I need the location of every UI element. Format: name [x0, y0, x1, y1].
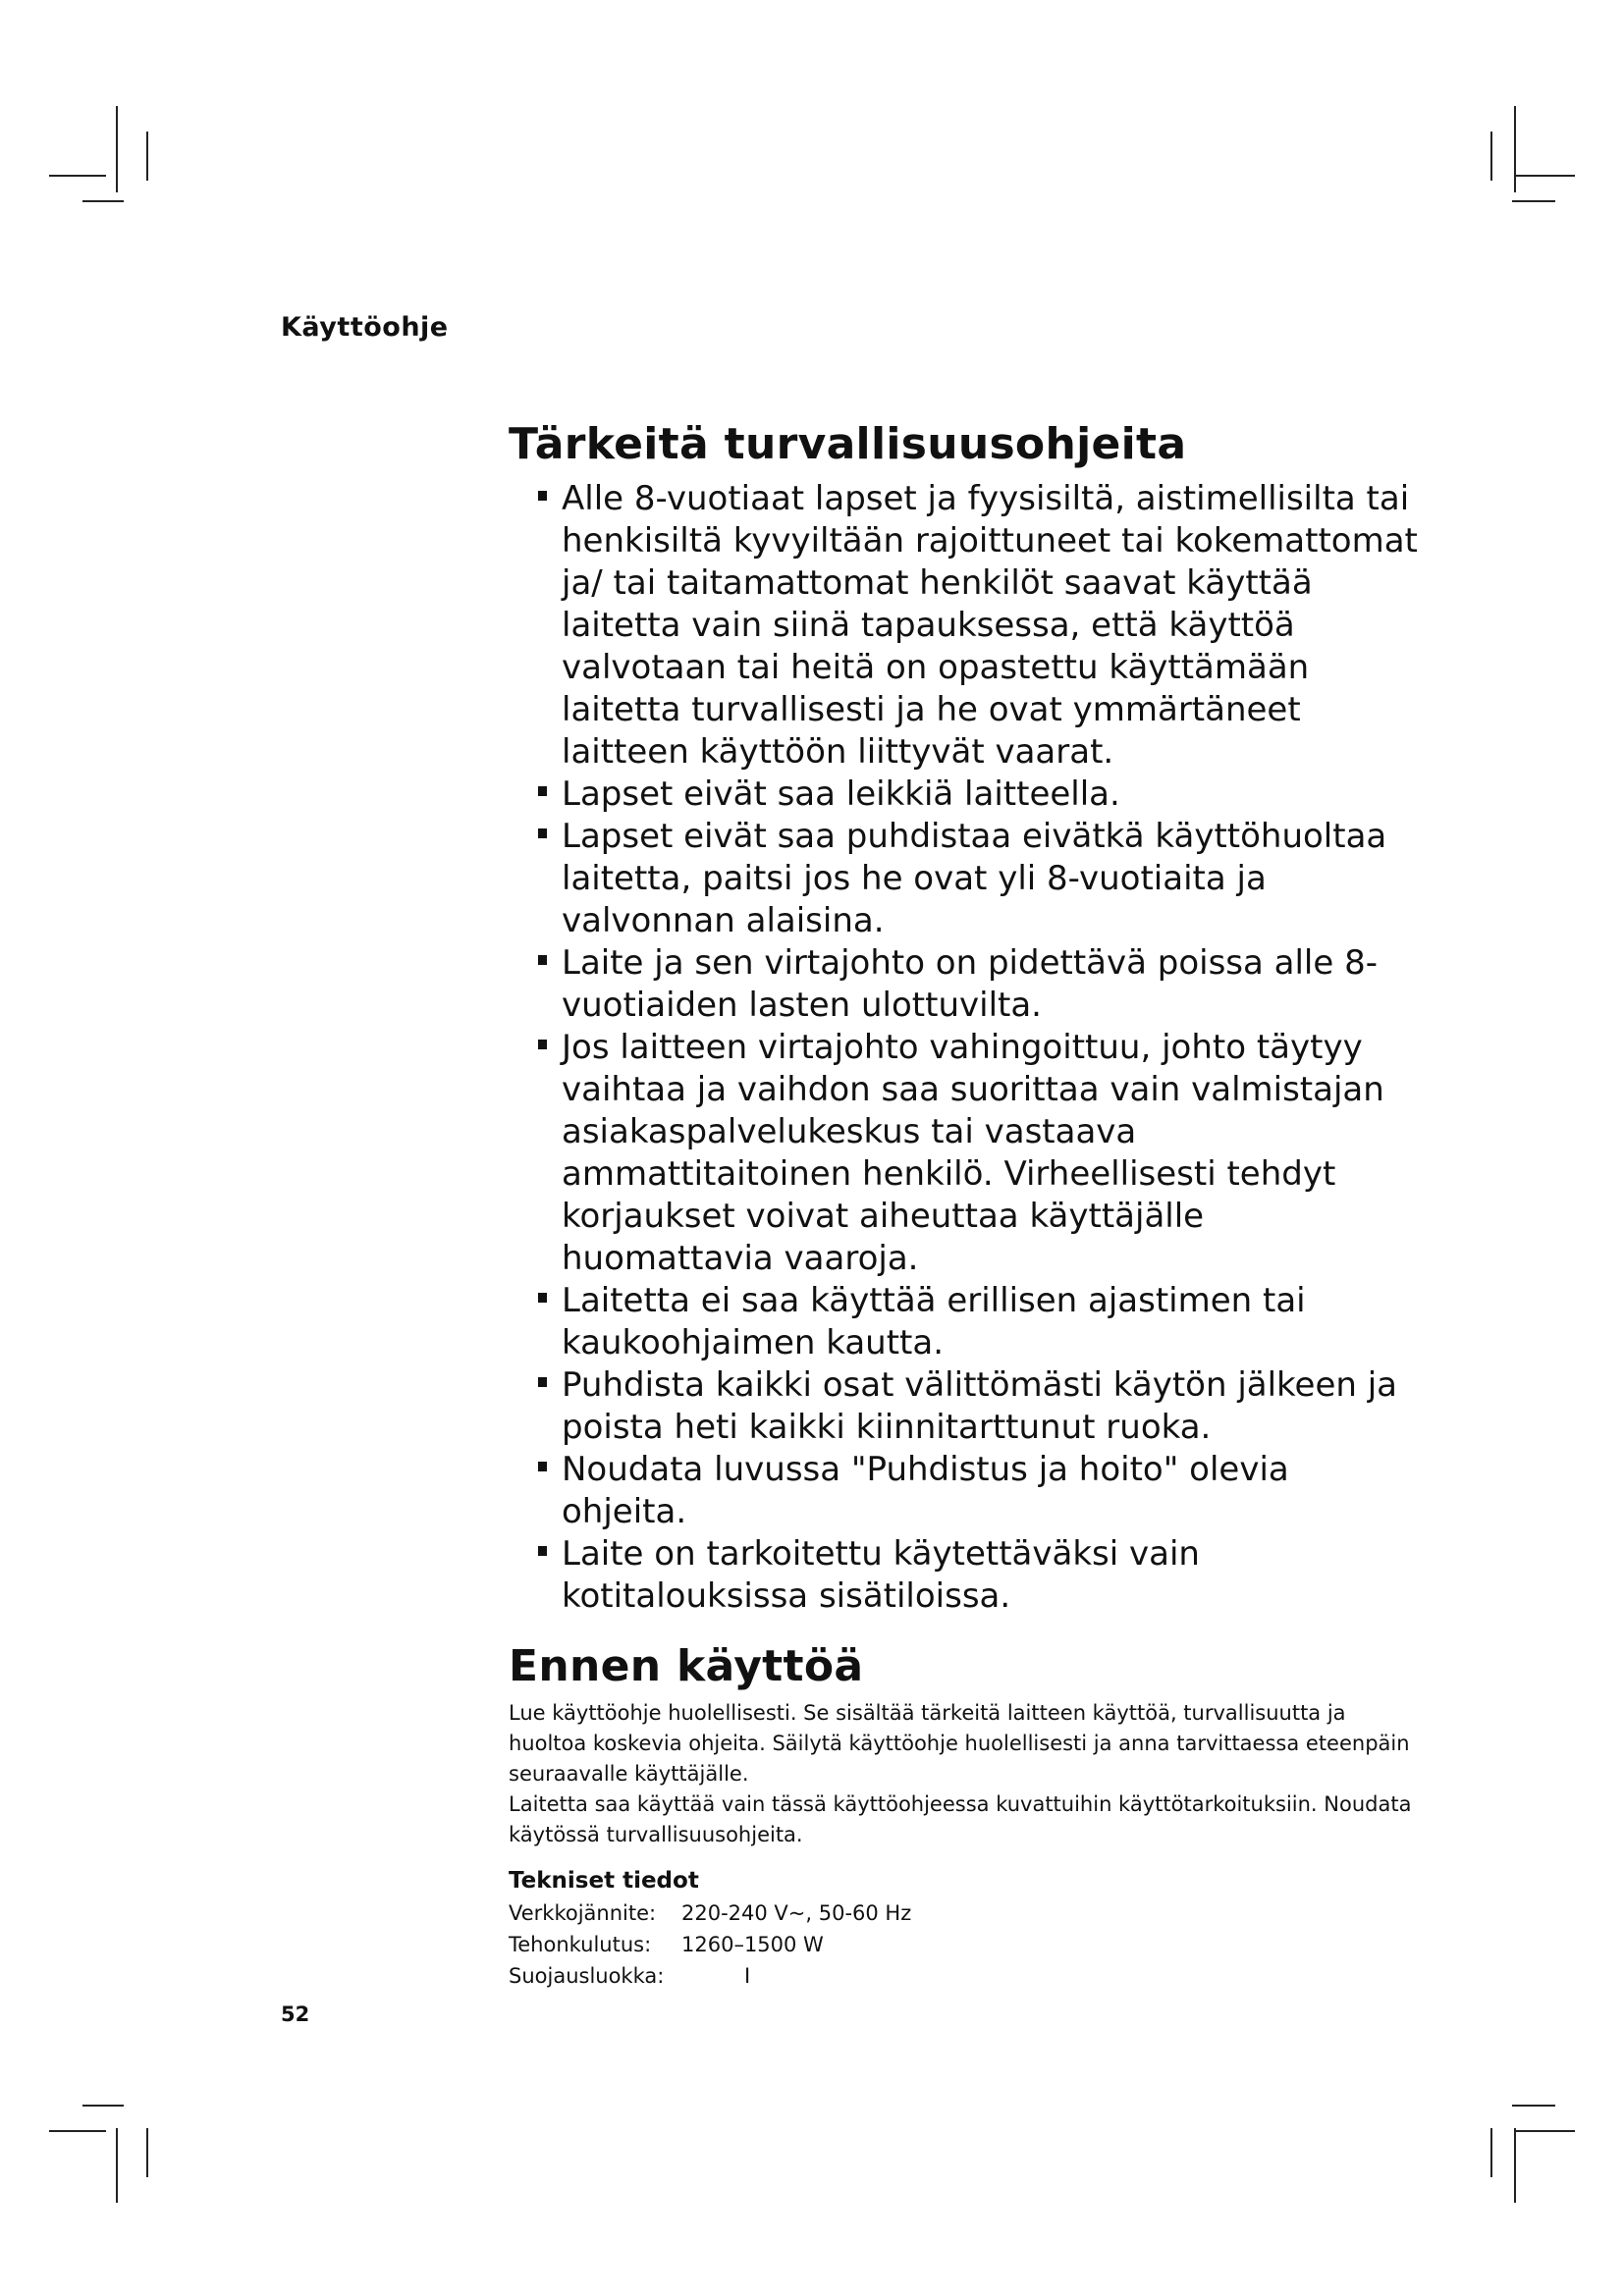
crop-mark [1514, 2128, 1516, 2203]
specs-heading: Tekniset tiedot [509, 1868, 699, 1894]
bullet-icon [538, 1040, 547, 1049]
safety-list [509, 478, 1422, 1618]
crop-mark [82, 200, 124, 202]
crop-mark [116, 2128, 118, 2203]
crop-mark [49, 2130, 106, 2132]
list-item: Laite ja sen virtajohto on pidettävä poissa alle 8-vuotiaiden lasten ulottuvilta. [509, 942, 1422, 1027]
crop-mark [1512, 200, 1555, 202]
crop-mark [1516, 2130, 1575, 2132]
bullet-icon [538, 1546, 547, 1556]
before-use-text [509, 1698, 1422, 1850]
list-item: Noudata luvussa "Puhdistus ja hoito" olevia ohjeita. [509, 1449, 1422, 1533]
spec-row [509, 1929, 1422, 1960]
spec-label: Tehonkulutus: [509, 1933, 652, 1956]
safety-heading: Tärkeitä turvallisuusohjeita [509, 419, 1187, 469]
bullet-icon [538, 1377, 547, 1387]
running-header: Käyttöohje [281, 312, 449, 343]
paragraph: Lue käyttöohje huolellisesti. Se sisältää tärkeitä laitteen käyttöä, turvallisuutta ja huoltoa koskevia ohjeita. Säilytä käyttöohje huolellisesti ja anna tarvittaessa eteenpäin seuraavalle käyttäjälle. [509, 1701, 1410, 1786]
main-content [509, 417, 1422, 1992]
list-item: Puhdista kaikki osat välittömästi käytön jälkeen ja poista heti kaikki kiinnitarttunut ruoka. [509, 1364, 1422, 1449]
spec-value: I [744, 1964, 751, 1988]
crop-mark [1516, 175, 1575, 177]
crop-mark [1512, 2105, 1555, 2107]
crop-mark [49, 175, 106, 177]
spec-row [509, 1897, 1422, 1929]
bullet-icon [538, 786, 547, 796]
list-item: Alle 8-vuotiaat lapset ja fyysisiltä, aistimellisilta tai henkisiltä kyvyiltään rajoittuneet tai kokemattomat ja/ tai taitamattomat henkilöt saavat käyttää laitetta vain siinä tapauksessa, että käyttöä valvotaan tai heitä on opastettu käyttämään laitetta turvallisesti ja he ovat ymmärtäneet laitteen käyttöön liittyvät vaarat. [509, 478, 1422, 774]
crop-mark [1490, 2128, 1492, 2177]
crop-mark [1490, 132, 1492, 181]
list-item: Laitetta ei saa käyttää erillisen ajastimen tai kaukoohjaimen kautta. [509, 1280, 1422, 1364]
spec-value: 220-240 V~, 50-60 Hz [681, 1901, 912, 1925]
bullet-icon [538, 491, 547, 501]
crop-mark [146, 2128, 148, 2177]
crop-mark [116, 106, 118, 192]
bullet-icon [538, 1462, 547, 1471]
bullet-icon [538, 1293, 547, 1303]
page-number: 52 [281, 2002, 310, 2026]
spec-value: 1260–1500 W [681, 1933, 824, 1956]
spec-row [509, 1960, 1422, 1992]
crop-mark [146, 132, 148, 181]
spec-label: Suojausluokka: [509, 1964, 665, 1988]
list-item: Jos laitteen virtajohto vahingoittuu, johto täytyy vaihtaa ja vaihdon saa suorittaa vain valmistajan asiakaspalvelukeskus tai vastaava ammattitaitoinen henkilö. Virheellisesti tehdyt korjaukset voivat aiheuttaa käyttäjälle huomattavia vaaroja. [509, 1027, 1422, 1280]
list-item: Lapset eivät saa puhdistaa eivätkä käyttöhuoltaa laitetta, paitsi jos he ovat yli 8-vuotiaita ja valvonnan alaisina. [509, 816, 1422, 942]
crop-mark [1514, 106, 1516, 192]
crop-mark [82, 2105, 124, 2107]
list-item: Laite on tarkoitettu käytettäväksi vain kotitalouksissa sisätiloissa. [509, 1533, 1422, 1618]
bullet-icon [538, 828, 547, 838]
before-use-heading: Ennen käyttöä [509, 1641, 864, 1691]
spec-label: Verkkojännite: [509, 1901, 657, 1925]
bullet-icon [538, 955, 547, 965]
list-item: Lapset eivät saa leikkiä laitteella. [509, 774, 1422, 816]
paragraph: Laitetta saa käyttää vain tässä käyttöohjeessa kuvattuihin käyttötarkoituksiin. Noudata käytössä turvallisuusohjeita. [509, 1792, 1412, 1846]
